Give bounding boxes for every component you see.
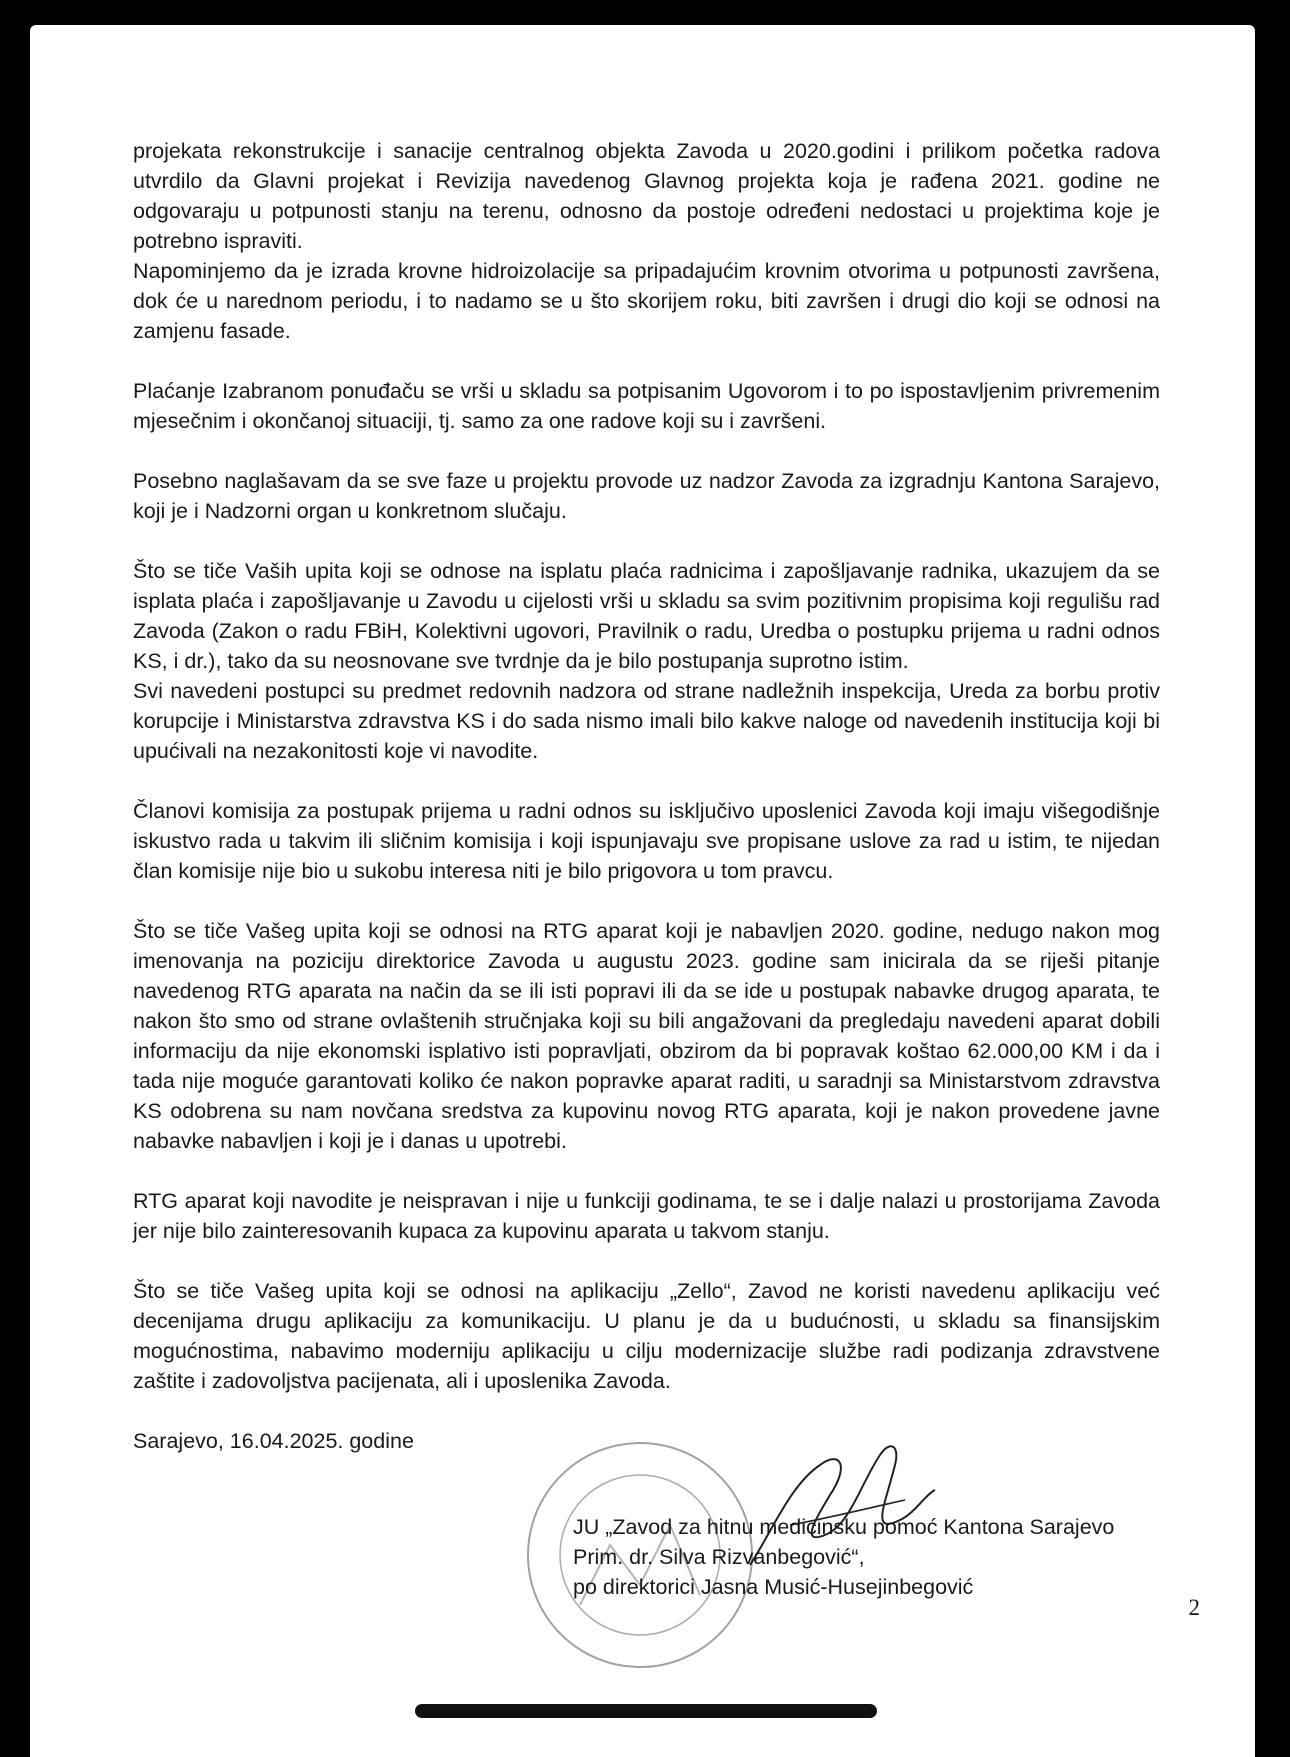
paragraph-salaries-employment: Što se tiče Vaših upita koji se odnose na isplatu plaća radnicima i zapošljavanje radnika, ukazujem da se isplata plaća i zapošljavanje u Zavodu u cijelosti vrši u skladu sa svim pozitivnim propisima koji regulišu rad Zavoda (Zakon o radu FBiH, Kolektivni ugovori, Pravilnik o radu, Uredba o postupku prijema u radni odnos KS, i dr.), tako da su neosnovane sve tvrdnje da je bilo postupanja suprotno istim.: [133, 559, 1160, 673]
signature-director: Prim. dr. Silva Rizvanbegović“,: [573, 1545, 865, 1569]
paragraph-zello-app: Što se tiče Vašeg upita koji se odnosi na aplikaciju „Zello“, Zavod ne koristi navedenu aplikaciju već decenijama drugu aplikaciju za komunikaciju. U planu je da u budućnosti, u skladu sa finansijskim mogućnostima, nabavimo moderniju aplikaciju u cilju modernizacije službe radi podizanja zdravstvene zaštite i zadovoljstva pacijenata, ali i uposlenika Zavoda.: [133, 1279, 1160, 1393]
home-indicator-bar[interactable]: [415, 1704, 877, 1718]
date-line: Sarajevo, 16.04.2025. godine: [133, 1429, 414, 1453]
document-page: [30, 25, 1255, 1757]
signature-block: [573, 1512, 1114, 1602]
paragraph-construction-projects: projekata rekonstrukcije i sanacije centralnog objekta Zavoda u 2020.godini i prilikom početka radova utvrdilo da Glavni projekat i Revizija navedenog Glavnog projekta koja je rađena 2021. godine ne odgovaraju u potpunosti stanju na terenu, odnosno da postoje određeni nedostaci u projektima koje je potrebno ispraviti.: [133, 139, 1160, 253]
paragraph-supervision: Posebno naglašavam da se sve faze u projektu provode uz nadzor Zavoda za izgradnju Kantona Sarajevo, koji je i Nadzorni organ u konkretnom slučaju.: [133, 469, 1160, 523]
document-body: [133, 136, 1160, 1486]
signature-on-behalf: po direktorici Jasna Musić-Husejinbegović: [573, 1575, 974, 1599]
paragraph-rtg-device: Što se tiče Vašeg upita koji se odnosi na RTG aparat koji je nabavljen 2020. godine, nedugo nakon mog imenovanja na poziciju direktorice Zavoda u augustu 2023. godine sam inicirala da se riješi pitanje navedenog RTG aparata na način da se ili isti popravi ili da se ide u postupak nabavke drugog aparata, te nakon što smo od strane ovlaštenih stručnjaka koji su bili angažovani da pregledaju navedeni aparat dobili informaciju da nije ekonomski isplativo isti popravljati, obzirom da bi popravak koštao 62.000,00 KM i da i tada nije moguće garantovati koliko će nakon popravke aparat raditi, u saradnji sa Ministarstvom zdravstva KS odobrena su nam novčana sredstva za kupovinu novog RTG aparata, koji je nakon provedene javne nabavke nabavljen i koji je i danas u upotrebi.: [133, 919, 1160, 1153]
paragraph-commission-members: Članovi komisija za postupak prijema u radni odnos su isključivo uposlenici Zavoda koji imaju višegodišnje iskustvo rada u takvim ili sličnim komisija i koji ispunjavaju sve propisane uslove za rad u istim, te nijedan član komisije nije bio u sukobu interesa niti je bilo prigovora u tom pravcu.: [133, 799, 1160, 883]
paragraph-inspections: Svi navedeni postupci su predmet redovnih nadzora od strane nadležnih inspekcija, Ureda za borbu protiv korupcije i Ministarstva zdravstva KS i do sada nismo imali bilo kakve naloge od navedenih institucija koji bi upućivali na nezakonitosti koje vi navodite.: [133, 679, 1160, 763]
signature-institution: JU „Zavod za hitnu medicinsku pomoć Kantona Sarajevo: [573, 1515, 1115, 1539]
paragraph-roof-insulation: Napominjemo da je izrada krovne hidroizolacije sa pripadajućim krovnim otvorima u potpunosti završena, dok će u narednom periodu, i to nadamo se u što skorijem roku, biti završen i drugi dio koji se odnosi na zamjenu fasade.: [133, 259, 1160, 343]
paragraph-rtg-status: RTG aparat koji navodite je neispravan i nije u funkciji godinama, te se i dalje nalazi u prostorijama Zavoda jer nije bilo zainteresovanih kupaca za kupovinu aparata u takvom stanju.: [133, 1189, 1160, 1243]
page-number: 2: [1188, 1595, 1200, 1620]
paragraph-payment: Plaćanje Izabranom ponuđaču se vrši u skladu sa potpisanim Ugovorom i to po ispostavljenim privremenim mjesečnim i okončanoj situaciji, tj. samo za one radove koji su i završeni.: [133, 379, 1160, 433]
